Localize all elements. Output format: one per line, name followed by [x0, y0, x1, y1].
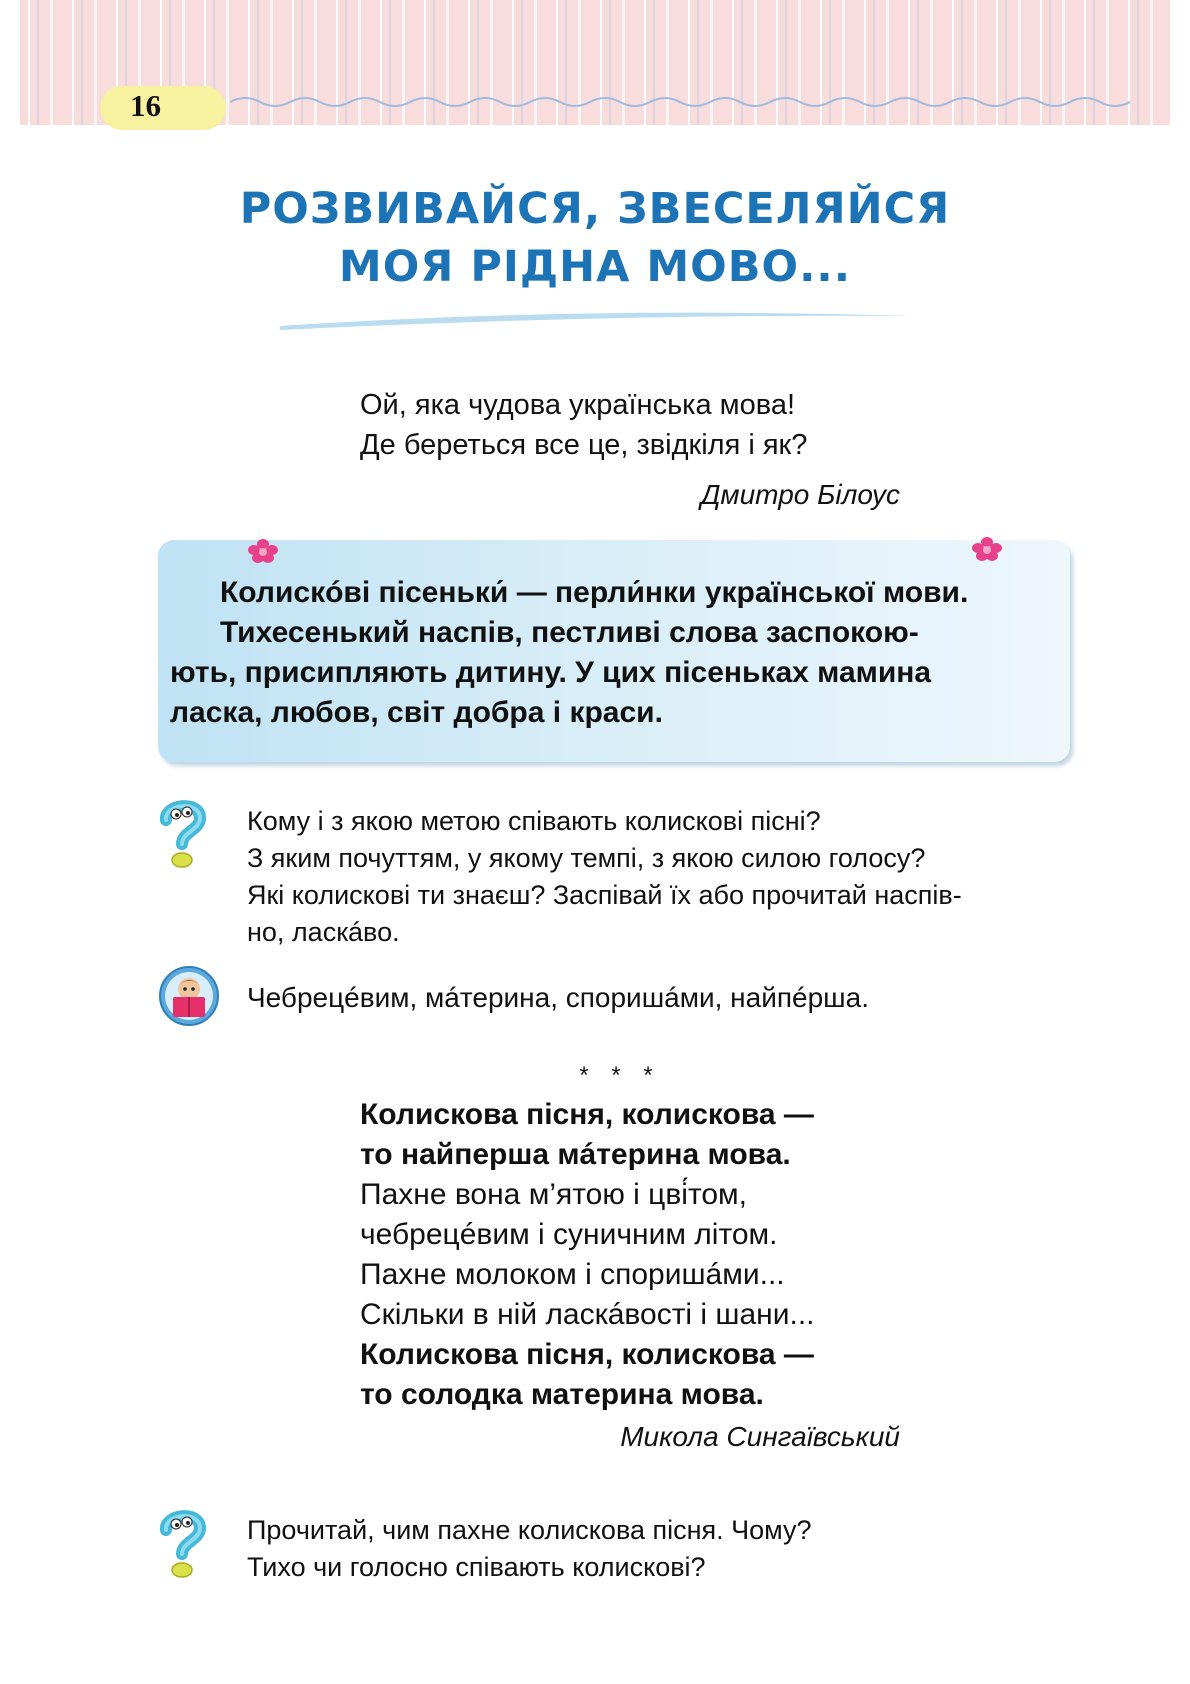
- page-title: [0, 180, 1190, 296]
- question-line: Прочитай, чим пахне колискова пісня. Чому?: [247, 1515, 812, 1545]
- question-line: Які колискові ти знаєш? Заспівай їх або прочитай наспів-: [247, 880, 962, 910]
- header-wave: [230, 92, 1150, 112]
- poem-line: Скільки в ній ласкáвості і шани...: [360, 1298, 815, 1331]
- epigraph-line: Ой, яка чудова українська мова!: [360, 389, 796, 421]
- question-line: З яким почуттям, у якому темпі, з якою силою голосу?: [247, 843, 926, 873]
- question-block-1: [247, 803, 1127, 951]
- title-line-1: РОЗВИВАЙСЯ, ЗВЕСЕЛЯЙСЯ: [239, 184, 951, 234]
- question-block-2: [247, 1512, 1127, 1586]
- poem-author: Микола Сингаївський: [620, 1421, 900, 1452]
- question-line: Кому і з якою метою співають колискові пісні?: [247, 806, 821, 836]
- question-line: Тихо чи голосно співають колискові?: [247, 1552, 706, 1582]
- question-mark-worm-icon: [156, 798, 208, 870]
- poem-line: чебрецéвим і суничним літом.: [360, 1218, 778, 1251]
- page-number-badge: [100, 86, 226, 130]
- pink-flower-icon: [248, 538, 278, 564]
- title-line-2: МОЯ РІДНА МОВО...: [338, 242, 852, 292]
- poem-line: Колискова пісня, колискова —: [360, 1098, 814, 1131]
- epigraph: [360, 385, 900, 515]
- info-line: Колискóві пісеньки́ — перли́нки української мови.: [220, 576, 969, 609]
- pink-flower-icon: [972, 536, 1002, 562]
- question-line: но, ласкáво.: [247, 917, 400, 947]
- epigraph-author: Дмитро Білоус: [700, 479, 900, 510]
- poem-line: то найперша мáтерина мова.: [360, 1138, 791, 1171]
- poem-line: Пахне молоком і споришáми...: [360, 1258, 785, 1291]
- poem-line: то солодка материна мова.: [360, 1378, 764, 1411]
- info-box-text: [170, 573, 1070, 733]
- poem: [360, 1095, 900, 1459]
- info-line: ють, присипляють дитину. У цих пісеньках мамина: [170, 656, 932, 689]
- reading-exercise-words: Чебрецéвим, мáтерина, споришáми, найпéрша.: [247, 982, 869, 1013]
- question-mark-worm-icon: [156, 1508, 208, 1580]
- epigraph-line: Де береться все це, звідкіля і як?: [360, 429, 808, 461]
- title-underline-swoosh: [280, 310, 910, 332]
- poem-line: Пахне вона м’ятою і цві́том,: [360, 1178, 747, 1211]
- poem-stars-divider: * * *: [579, 1062, 661, 1089]
- reading-child-icon: [158, 965, 220, 1027]
- poem-line: Колискова пісня, колискова —: [360, 1338, 814, 1371]
- page-number: 16: [130, 88, 161, 123]
- info-line: Тихесенький наспів, пестливі слова заспокою-: [220, 616, 919, 649]
- info-line: ласка, любов, світ добра і краси.: [170, 696, 663, 729]
